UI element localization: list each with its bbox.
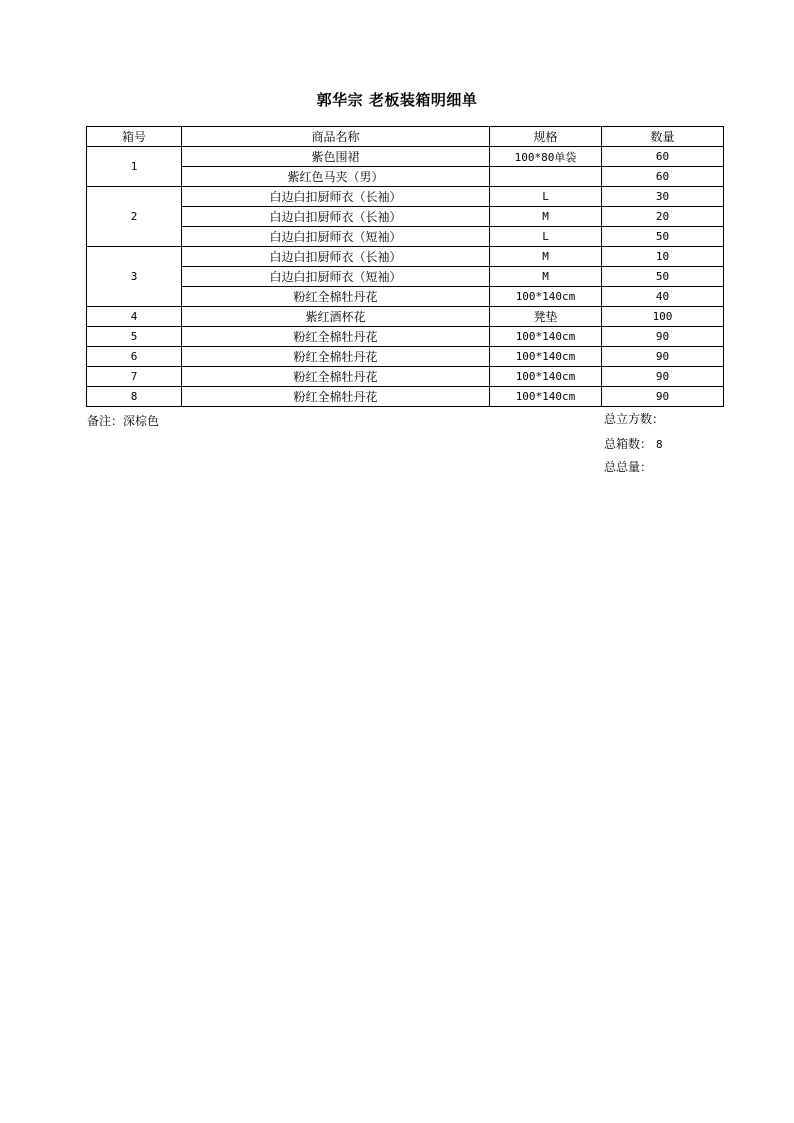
total-boxes-label: 总箱数： — [604, 437, 653, 451]
spec-cell: M — [490, 267, 602, 287]
table-row — [87, 327, 724, 347]
header-quantity: 数量 — [602, 127, 724, 147]
spec-cell: L — [490, 187, 602, 207]
quantity-cell: 60 — [602, 167, 724, 187]
product-name-cell: 白边白扣厨师衣（短袖） — [182, 227, 490, 247]
spec-cell: 100*140cm — [490, 347, 602, 367]
quantity-cell: 10 — [602, 247, 724, 267]
spec-cell: M — [490, 247, 602, 267]
spec-cell: M — [490, 207, 602, 227]
spec-cell: 凳垫 — [490, 307, 602, 327]
product-name-cell: 粉红全棉牡丹花 — [182, 287, 490, 307]
quantity-cell: 90 — [602, 387, 724, 407]
table-row — [87, 307, 724, 327]
product-name-cell: 白边白扣厨师衣（长袖） — [182, 207, 490, 227]
quantity-cell: 100 — [602, 307, 724, 327]
quantity-cell: 50 — [602, 267, 724, 287]
product-name-cell: 粉红全棉牡丹花 — [182, 327, 490, 347]
box-no-cell: 3 — [87, 247, 182, 307]
spec-cell: 100*140cm — [490, 327, 602, 347]
box-no-cell: 6 — [87, 347, 182, 367]
header-spec: 规格 — [490, 127, 602, 147]
remarks-note: 备注：深棕色 — [87, 414, 160, 428]
total-volume-label: 总立方数： — [604, 412, 665, 426]
quantity-cell: 40 — [602, 287, 724, 307]
quantity-cell: 50 — [602, 227, 724, 247]
quantity-cell: 20 — [602, 207, 724, 227]
spec-cell: 100*80单袋 — [490, 147, 602, 167]
table-header-row — [87, 127, 724, 147]
spec-cell: 100*140cm — [490, 367, 602, 387]
header-box-no: 箱号 — [87, 127, 182, 147]
box-no-cell: 5 — [87, 327, 182, 347]
box-no-cell: 8 — [87, 387, 182, 407]
product-name-cell: 白边白扣厨师衣（长袖） — [182, 187, 490, 207]
product-name-cell: 紫红酒杯花 — [182, 307, 490, 327]
quantity-cell: 90 — [602, 327, 724, 347]
table-row — [87, 267, 724, 287]
total-boxes-value: 8 — [656, 438, 663, 451]
table-row — [87, 287, 724, 307]
quantity-cell: 60 — [602, 147, 724, 167]
page-title: 郭华宗 老板装箱明细单 — [316, 91, 478, 109]
table-row — [87, 227, 724, 247]
table-row — [87, 387, 724, 407]
product-name-cell: 粉红全棉牡丹花 — [182, 387, 490, 407]
total-weight-line — [604, 458, 656, 475]
product-name-cell: 粉红全棉牡丹花 — [182, 347, 490, 367]
quantity-cell: 90 — [602, 347, 724, 367]
quantity-cell: 90 — [602, 367, 724, 387]
spec-cell: 100*140cm — [490, 387, 602, 407]
spec-cell: 100*140cm — [490, 287, 602, 307]
packing-list-table — [86, 126, 724, 407]
box-no-cell: 1 — [87, 147, 182, 187]
spec-cell: L — [490, 227, 602, 247]
total-weight-label: 总总量： — [604, 460, 653, 474]
table-row — [87, 167, 724, 187]
table-row — [87, 187, 724, 207]
box-no-cell: 2 — [87, 187, 182, 247]
table-row — [87, 347, 724, 367]
total-volume-line — [604, 410, 668, 427]
product-name-cell: 白边白扣厨师衣（短袖） — [182, 267, 490, 287]
box-no-cell: 4 — [87, 307, 182, 327]
table-row — [87, 147, 724, 167]
header-product-name: 商品名称 — [182, 127, 490, 147]
table-row — [87, 247, 724, 267]
table-row — [87, 367, 724, 387]
spec-cell — [490, 167, 602, 187]
table-row — [87, 207, 724, 227]
total-boxes-line — [604, 435, 663, 452]
product-name-cell: 白边白扣厨师衣（长袖） — [182, 247, 490, 267]
product-name-cell: 紫红色马夹（男） — [182, 167, 490, 187]
quantity-cell: 30 — [602, 187, 724, 207]
product-name-cell: 紫色围裙 — [182, 147, 490, 167]
product-name-cell: 粉红全棉牡丹花 — [182, 367, 490, 387]
box-no-cell: 7 — [87, 367, 182, 387]
